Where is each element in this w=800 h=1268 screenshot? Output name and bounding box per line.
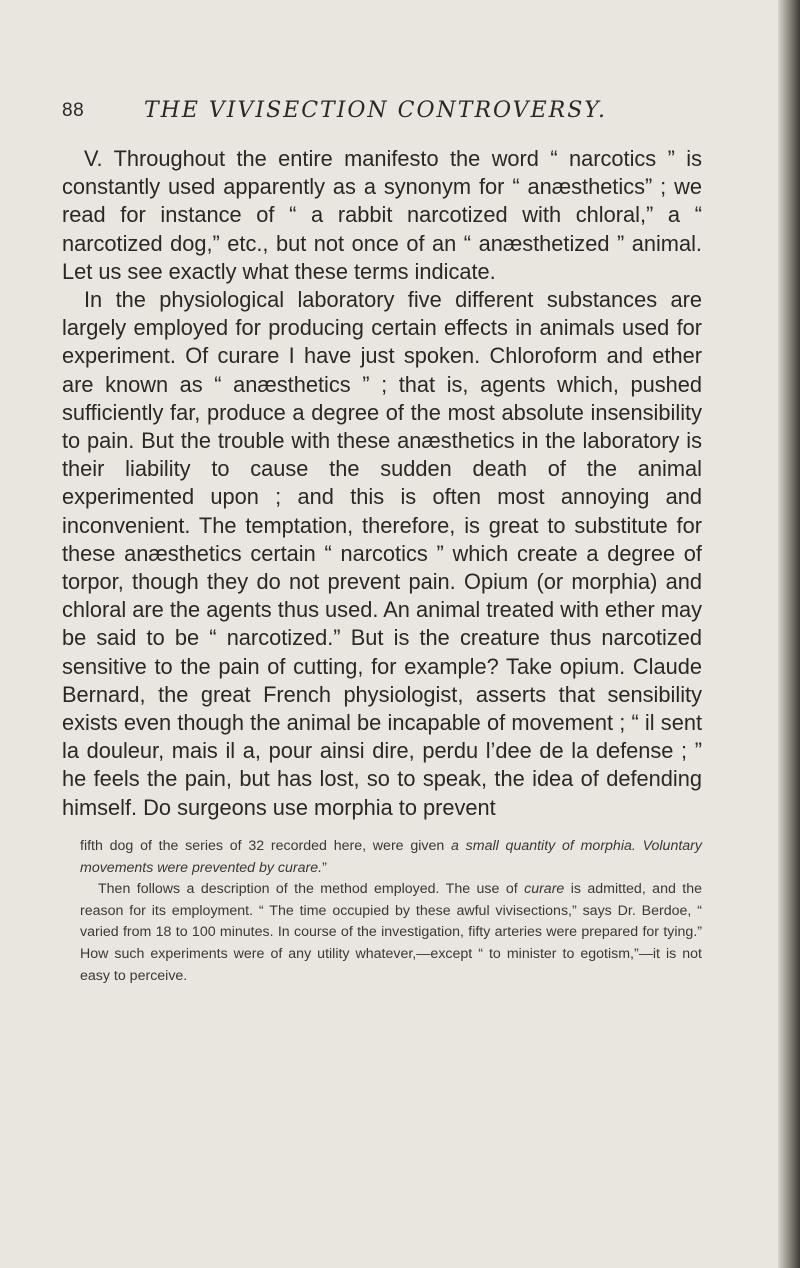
footnote-paragraph [80, 879, 702, 987]
page-edge-shadow [778, 0, 800, 1268]
paragraph-1: V. Throughout the entire manifesto the word “ narcotics ” is constantly used apparently as a synonym for “ anæsthetics” ; we read for instance of “ a rabbit narcotized with chloral,” a “ narcotized dog,” etc., but not once of an “ anæsthetized ” animal. Let us see exactly what these terms indicate. [62, 146, 702, 284]
footnote-text-plain: fifth dog of the series of 32 recorded here, were given [80, 838, 452, 854]
footnote-text-post: is admitted, and the reason for its employment. “ The time occupied by these awful vivisections,” says Dr. Berdoe, “ varied from 18 to 100 minutes. In course of the investigation, fifty arteries were prepared for tying.” How such experiments were of any utility whatever,—except “ to minister to egotism,”—it is not easy to perceive. [80, 881, 703, 984]
paragraph-2: In the physiological laboratory five different substances are largely employed for producing certain effects in animals used for experiment. Of curare I have just spoken. Chloroform and ether are known as “ anæsthetics ” ; that is, agents which, pushed sufficiently far, produce a degree of the most absolute insensibility to pain. But the trouble with these anæsthetics in the laboratory is their liability to cause the sudden death of the animal experimented upon ; and this is often most annoying and inconvenient. The temptation, therefore, is great to substitute for these anæsthetics certain “ narcotics ” which create a degree of torpor, though they do not prevent pain. Opium (or morphia) and chloral are the agents thus used. An animal treated with ether may be said to be “ narcotized.” But is the creature thus narcotized sensitive to the pain of cutting, for example? Take opium. Claude Bernard, the great French physiologist, asserts that sensibility exists even though the animal be incapable of movement ; “ il sent la douleur, mais il a, pour ainsi dire, perdu l’dee de la defense ; ” he feels the pain, but has lost, so to speak, the idea of defending himself. Do surgeons use morphia to prevent [62, 287, 702, 820]
page-number: 88 [62, 100, 85, 121]
running-title: THE VIVISECTION CONTROVERSY. [144, 98, 607, 123]
body-text [62, 145, 702, 822]
page-header [62, 96, 702, 132]
footnote-text-pre: Then follows a description of the method employed. The use of [98, 881, 525, 898]
footnote-curare: curare [524, 881, 565, 898]
footnote [80, 836, 702, 987]
footnote-text-italic: a small quantity of morphia. Voluntary movements were prevented by curare. [80, 838, 702, 876]
footnote-continuation [80, 836, 702, 879]
footnote-quote-close: ” [322, 859, 327, 876]
